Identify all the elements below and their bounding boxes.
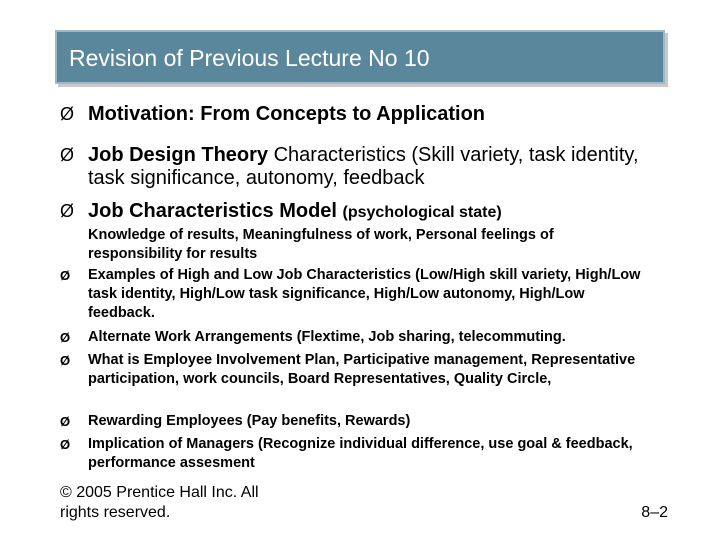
- copyright-line-2: rights reserved.: [60, 504, 171, 521]
- title-bar: [55, 30, 665, 84]
- main-bullet-2-rest: Characteristics (Skill variety, task identity, task significance, autonomy, feedback: [88, 144, 639, 189]
- main-bullet-1-bold: Motivation: From Concepts to Application: [88, 103, 486, 125]
- sub-bullet-2-text: Alternate Work Arrangements (Flextime, Job sharing, telecommuting.: [88, 329, 566, 345]
- sub-bullet-1-text: Examples of High and Low Job Characteristics (Low/High skill variety, High/Low task identity, High/Low task significance, High/Low autonomy, High/Low feedback.: [88, 267, 641, 321]
- arrow-bullet-icon: Ø: [60, 268, 71, 283]
- sub-bullet-3-text: What is Employee Involvement Plan, Participative management, Representative participation, work councils, Board Representatives, Quality Circle,: [88, 352, 636, 387]
- copyright-notice: [60, 483, 259, 523]
- arrow-bullet-icon: Ø: [60, 201, 75, 221]
- arrow-bullet-icon: Ø: [60, 145, 75, 165]
- main-bullet-3-rest: (psychological state): [342, 204, 502, 221]
- slide-title: Revision of Previous Lecture No 10: [69, 45, 430, 71]
- sub-bullet-5-text: Implication of Managers (Recognize individual difference, use goal & feedback, performance assesment: [88, 436, 633, 471]
- arrow-bullet-icon: Ø: [60, 437, 71, 452]
- arrow-bullet-icon: Ø: [60, 414, 71, 429]
- arrow-bullet-icon: Ø: [60, 353, 71, 368]
- page-number: 8–2: [641, 504, 668, 521]
- sub-bullet-4-text: Rewarding Employees (Pay benefits, Rewards): [88, 413, 411, 429]
- copyright-line-1: © 2005 Prentice Hall Inc. All: [60, 484, 259, 501]
- arrow-bullet-icon: Ø: [60, 104, 75, 124]
- arrow-bullet-icon: Ø: [60, 330, 71, 345]
- main-bullet-3-bold: Job Characteristics Model: [88, 200, 337, 222]
- model-detail-text: Knowledge of results, Meaningfulness of work, Personal feelings of responsibility for results: [88, 227, 554, 262]
- main-bullet-2-bold: Job Design Theory: [88, 144, 269, 166]
